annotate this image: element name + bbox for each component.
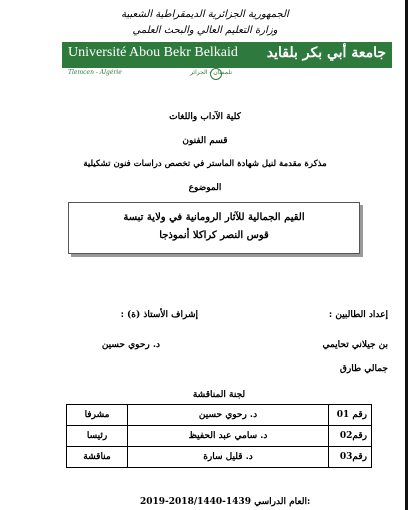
student-2-name: جمالي طارق [339, 364, 388, 374]
jury-row-number: رقم03 [329, 447, 372, 468]
topic-label: الموضوع [188, 183, 222, 193]
university-name-ar: جامعة أبي بكر بلقايد [266, 45, 386, 61]
jury-row [67, 426, 372, 447]
university-seal-icon [210, 68, 222, 80]
city-fr: Tlemcen - Algérie [68, 69, 122, 76]
jury-member-name: د. رحوي حسين [128, 405, 329, 426]
university-banner [62, 42, 392, 68]
university-sub-banner [62, 69, 392, 81]
jury-member-role: مشرفا [67, 405, 128, 426]
memoir-description: مذكرة مقدمة لنيل شهادة الماستر في تخصص دراسات فنون تشكيلية [83, 159, 327, 169]
academic-year-label: العام الدراسي: [254, 497, 311, 507]
supervisor-name: د. رحوي حسين [101, 340, 160, 350]
jury-member-role: مناقشة [67, 447, 128, 468]
jury-row [67, 405, 372, 426]
thesis-title-line2: قوس النصر كراكلا أنموذجا [159, 230, 269, 241]
students-label: إعداد الطالبين : [328, 310, 388, 320]
jury-row [67, 447, 372, 468]
jury-member-name: د. قليل سارة [128, 447, 329, 468]
republic-header: الجمهورية الجزائرية الديمقراطية الشعبية [121, 9, 289, 20]
city-ar: تلمسان - الجزائر [190, 69, 232, 76]
supervisor-label: إشراف الأستاذ (ة) : [120, 310, 198, 320]
academic-year: 2019-2018/1440-1439 [140, 497, 251, 507]
university-name-fr: Université Abou Bekr Belkaid [68, 45, 238, 60]
thesis-title-line1: القيم الجمالية للآثار الرومانية في ولاية تبسة [123, 212, 305, 223]
faculty-name: كلية الآداب واللغات [169, 112, 241, 122]
ministry-header: وزارة التعليم العالي والبحث العلمي [132, 25, 278, 36]
jury-member-role: رئيسا [67, 426, 128, 447]
jury-member-name: د. سامي عبد الحفيظ [128, 426, 329, 447]
academic-year-line [140, 497, 340, 507]
jury-row-number: رقم02 [329, 426, 372, 447]
jury-row-number: رقم 01 [329, 405, 372, 426]
jury-title: لجنة المناقشة [192, 390, 246, 400]
student-1-name: بن جيلاني تحايمي [322, 340, 388, 350]
title-box [68, 202, 360, 254]
department-name: قسم الفنون [182, 136, 228, 146]
jury-table [66, 404, 372, 468]
page-edge-line [405, 0, 408, 510]
